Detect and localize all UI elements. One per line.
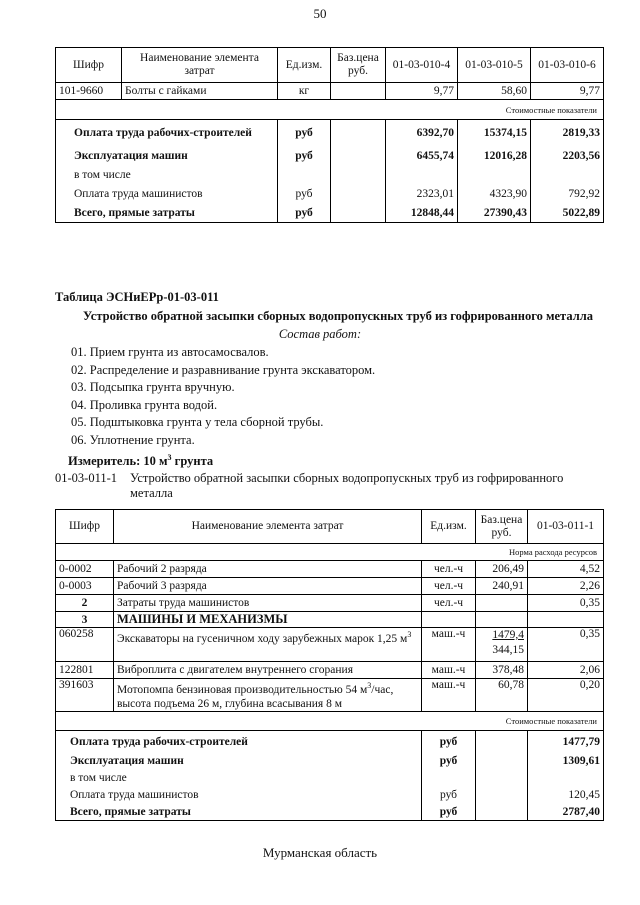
table-row: [56, 83, 604, 100]
cost-v3: [531, 166, 604, 185]
cell-name: Болты с гайками: [122, 83, 278, 100]
cell-price: [476, 595, 528, 612]
table-resources: [55, 509, 604, 821]
cost-v3: 2819,33: [531, 120, 604, 147]
cost-name: Эксплуатация машин: [56, 752, 422, 769]
cost-v3: 5022,89: [531, 204, 604, 223]
cost-row: [56, 803, 604, 820]
cost-v1: 6392,70: [386, 120, 458, 147]
work-item: 05. Подштыковка грунта у тела сборной трубы.: [71, 415, 324, 429]
cell-name: Рабочий 3 разряда: [114, 578, 422, 595]
cell-empty: [476, 786, 528, 803]
cost-unit: руб: [278, 147, 331, 166]
cell-unit: маш.-ч: [422, 679, 476, 712]
section-label: Стоимостные показатели: [56, 100, 604, 120]
cost-v1: 12848,44: [386, 204, 458, 223]
header-code: Шифр: [56, 48, 122, 83]
work-item: 01. Прием грунта из автосамосвалов.: [71, 345, 269, 359]
cost-row: [56, 185, 604, 204]
cell-code: 0-0003: [56, 578, 114, 595]
cell-unit: чел.-ч: [422, 561, 476, 578]
header-col-1: 01-03-011-1: [528, 510, 604, 544]
cost-row: [56, 769, 604, 786]
cost-name: Оплата труда машинистов: [56, 786, 422, 803]
table-top: [55, 47, 604, 223]
cell-name: Рабочий 2 разряда: [114, 561, 422, 578]
cost-value: [528, 769, 604, 786]
cell-name: Экскаваторы на гусеничном ходу зарубежных марок 1,25 $м^3$: [114, 628, 422, 662]
cost-name: в том числе: [56, 166, 278, 185]
cell-unit: чел.-ч: [422, 595, 476, 612]
header-unit: Ед.изм.: [278, 48, 331, 83]
cell-empty: [476, 752, 528, 769]
cost-unit: руб: [422, 803, 476, 820]
cell-price: 240,91: [476, 578, 528, 595]
cell-empty: [331, 147, 386, 166]
cell-empty: [528, 612, 604, 628]
header-price: Баз.цена руб.: [331, 48, 386, 83]
cell-empty: [476, 803, 528, 820]
meter-label: Измеритель: 10 $м^3$ грунта: [68, 453, 214, 469]
cost-row: [56, 120, 604, 147]
work-item: 04. Проливка грунта водой.: [71, 397, 218, 412]
cell-v2: 58,60: [458, 83, 531, 100]
table-row: [56, 561, 604, 578]
footer-region: Мурманская область: [262, 845, 378, 860]
table-row: [56, 628, 604, 662]
cost-row: [56, 166, 604, 185]
header-name: Наименование элемента затрат: [122, 48, 278, 83]
cost-v2: 12016,28: [458, 147, 531, 166]
table-row: [56, 578, 604, 595]
cost-value: 1309,61: [528, 752, 604, 769]
cell-price: 60,78: [476, 679, 528, 712]
cost-value: 1477,79: [528, 730, 604, 752]
cost-v2: 15374,15: [458, 120, 531, 147]
cost-v3: 2203,56: [531, 147, 604, 166]
cell-code: 122801: [56, 662, 114, 679]
works-list: [71, 344, 375, 449]
cost-v2: [458, 166, 531, 185]
machines-heading: МАШИНЫ И МЕХАНИЗМЫ: [114, 612, 422, 628]
cell-unit: чел.-ч: [422, 578, 476, 595]
page-number: 50: [313, 6, 327, 21]
cost-name: Оплата труда рабочих-строителей: [56, 120, 278, 147]
table-row: [56, 662, 604, 679]
cell-price: 1479,4 344,15: [476, 628, 528, 662]
work-item: 02. Распределение и разравнивание грунта экскаватором.: [71, 362, 376, 377]
cost-name: Всего, прямые затраты: [56, 803, 422, 820]
cell-price: 378,48: [476, 662, 528, 679]
cell-value: 2,06: [528, 662, 604, 679]
header-col-4: 01-03-010-4: [386, 48, 458, 83]
cell-empty: [476, 612, 528, 628]
header-code: Шифр: [56, 510, 114, 544]
table-row: [56, 595, 604, 612]
cost-name: Оплата труда машинистов: [56, 185, 278, 204]
cost-v2: 4323,90: [458, 185, 531, 204]
work-item: 03. Подсыпка грунта вручную.: [71, 380, 235, 394]
cell-value: 0,35: [528, 595, 604, 612]
cell-price: 206,49: [476, 561, 528, 578]
cell-code: 391603: [56, 679, 114, 712]
cell-code: 3: [56, 612, 114, 628]
table-subtitle: Устройство обратной засыпки сборных водопропускных труб из гофрированного металла: [82, 309, 593, 323]
cost-unit: руб: [422, 752, 476, 769]
cell-empty: [331, 120, 386, 147]
cost-unit: руб: [278, 120, 331, 147]
cost-v1: 6455,74: [386, 147, 458, 166]
cost-unit: руб: [422, 730, 476, 752]
cell-unit: кг: [278, 83, 331, 100]
cost-v2: 27390,43: [458, 204, 531, 223]
cost-value: 2787,40: [528, 803, 604, 820]
cost-v3: 792,92: [531, 185, 604, 204]
cost-unit: руб: [422, 786, 476, 803]
cell-value: 4,52: [528, 561, 604, 578]
cost-name: в том числе: [56, 769, 422, 786]
works-title: Состав работ:: [278, 327, 362, 341]
cell-code: 2: [56, 595, 114, 612]
cell-unit: маш.-ч: [422, 628, 476, 662]
cost-name: Оплата труда рабочих-строителей: [56, 730, 422, 752]
cell-value: 2,26: [528, 578, 604, 595]
cost-row: [56, 786, 604, 803]
cell-v3: 9,77: [531, 83, 604, 100]
cost-row: [56, 752, 604, 769]
header-unit: Ед.изм.: [422, 510, 476, 544]
cell-empty: [476, 769, 528, 786]
header-price: Баз.цена руб.: [476, 510, 528, 544]
cell-code: 0-0002: [56, 561, 114, 578]
cost-unit: руб: [278, 204, 331, 223]
cost-unit: [278, 166, 331, 185]
cost-row: [56, 730, 604, 752]
cell-price: [331, 83, 386, 100]
section-label: Стоимостные показатели: [56, 711, 604, 730]
header-name: Наименование элемента затрат: [114, 510, 422, 544]
table-title: Таблица ЭСНиЕРр-01-03-011: [55, 290, 219, 304]
table-row: [56, 612, 604, 628]
cell-value: 0,35: [528, 628, 604, 662]
cost-rows: [56, 120, 604, 223]
work-item: 06. Уплотнение грунта.: [71, 432, 195, 447]
cell-name: Виброплита с двигателем внутреннего сгорания: [114, 662, 422, 679]
cost-row: [56, 204, 604, 223]
cell-empty: [331, 204, 386, 223]
cell-name: Мотопомпа бензиновая производительностью 54 $м^3$/час, высота подъема 26 м, глубина всасывания 8 м: [114, 679, 422, 712]
code-description: Устройство обратной засыпки сборных водопропускных труб из гофрированного металла: [130, 471, 564, 500]
cost-row: [56, 147, 604, 166]
cost-unit: [422, 769, 476, 786]
cost-v1: 2323,01: [386, 185, 458, 204]
cell-code: 101-9660: [56, 83, 122, 100]
cell-v1: 9,77: [386, 83, 458, 100]
header-col-5: 01-03-010-5: [458, 48, 531, 83]
cell-empty: [331, 185, 386, 204]
cell-empty: [422, 612, 476, 628]
cost-name: Эксплуатация машин: [56, 147, 278, 166]
cell-code: 060258: [56, 628, 114, 662]
table-row: [56, 679, 604, 712]
header-col-6: 01-03-010-6: [531, 48, 604, 83]
cost-v1: [386, 166, 458, 185]
cell-unit: маш.-ч: [422, 662, 476, 679]
norm-label: Норма расхода ресурсов: [56, 544, 604, 561]
cell-name: Затраты труда машинистов: [114, 595, 422, 612]
cell-value: 0,20: [528, 679, 604, 712]
cell-empty: [331, 166, 386, 185]
code-number: 01-03-011-1: [55, 471, 118, 485]
cost-unit: руб: [278, 185, 331, 204]
cell-empty: [476, 730, 528, 752]
cost-rows: [56, 730, 604, 820]
cost-value: 120,45: [528, 786, 604, 803]
cost-name: Всего, прямые затраты: [56, 204, 278, 223]
